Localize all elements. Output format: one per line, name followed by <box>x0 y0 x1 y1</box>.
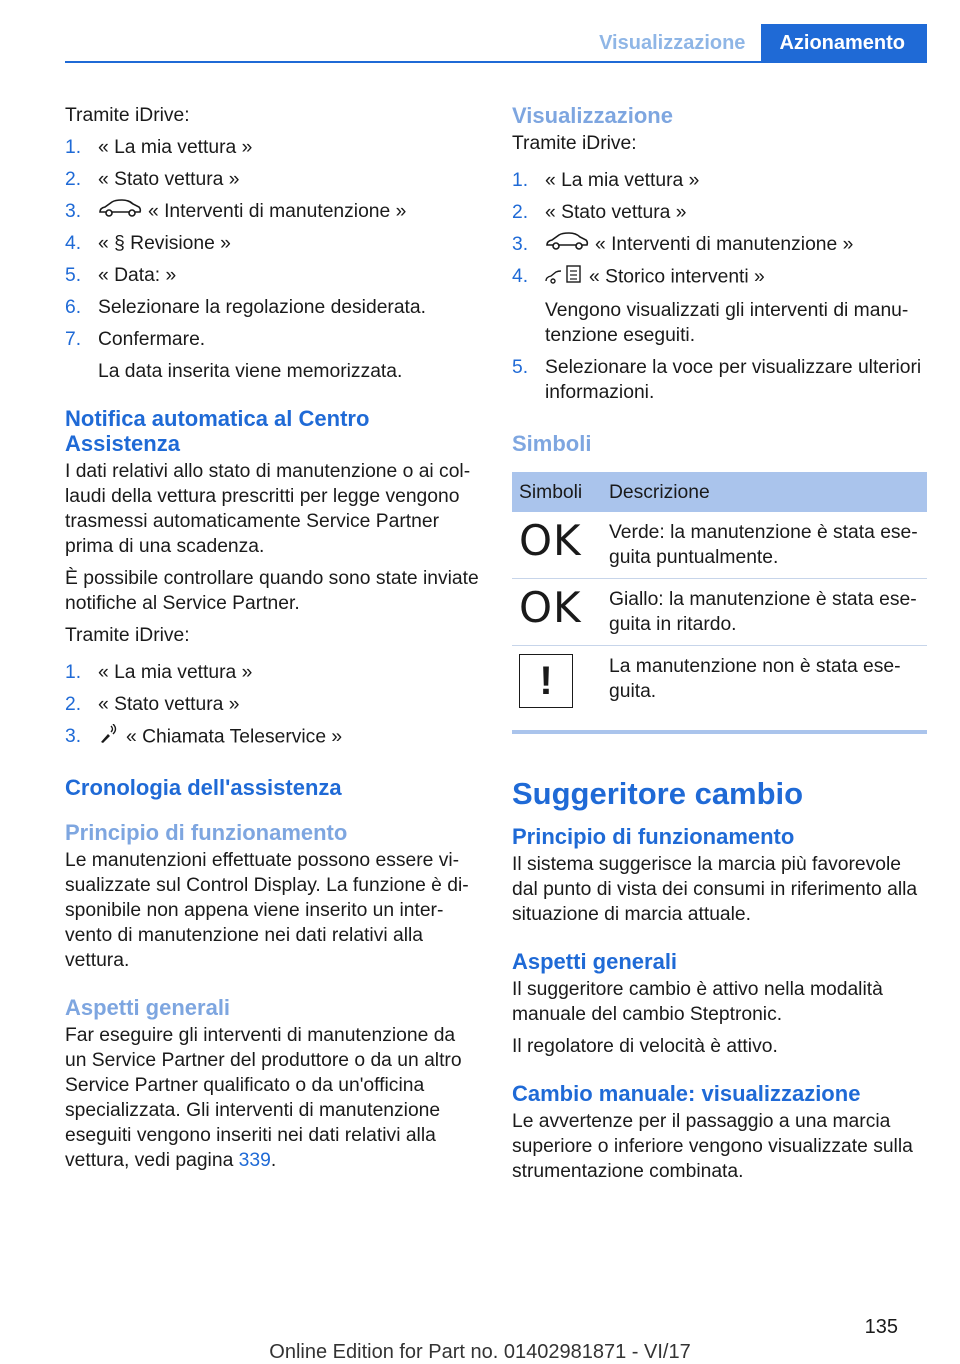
list-item: 7. Confermare. La data inserita viene memorizzata. <box>65 327 480 384</box>
page-number: 135 <box>864 1316 898 1338</box>
list-item: 4. « § Revisione » <box>65 233 231 255</box>
paragraph: Le avvertenze per il passaggio a una marcia superiore o inferiore vengono visualizzate sulla strumentazione combinata. <box>512 1111 913 1183</box>
step-note: Vengono visualizzati gli interventi di manutenzione eseguiti. <box>545 300 909 347</box>
ok-yellow-icon: OK <box>519 583 582 633</box>
tab-azionamento[interactable]: Azionamento <box>761 24 927 62</box>
column-header-description: Descrizione <box>602 472 927 512</box>
list-item: 2. « Stato vettura » <box>512 202 687 223</box>
list-item: 1. « La mia vettura » <box>65 662 253 684</box>
header-divider <box>65 61 927 63</box>
table-header-row <box>512 472 927 512</box>
subsection-title-principio: Principio di funzionamento <box>65 820 348 846</box>
list-item: 4. « Storico interventi » Vengono visualizzati gli interventi di manutenzione eseguiti. <box>512 264 927 348</box>
table-row <box>512 579 927 646</box>
section-title-simboli: Simboli <box>512 431 592 457</box>
list-item: 5. « Data: » <box>65 265 177 287</box>
tab-visualizzazione[interactable]: Visualizzazione <box>599 32 746 54</box>
list-item: 3. « Interventi di manutenzione » <box>512 232 927 257</box>
list-item: 2. « Stato vettura » <box>65 169 240 190</box>
table-row <box>512 512 927 579</box>
section-title-cronologia: Cronologia dell'assistenza <box>65 775 342 801</box>
section-title-notifica: Notifica automatica al Centro Assistenza <box>65 406 370 457</box>
subsection-title-aspetti: Aspetti generali <box>65 995 231 1021</box>
paragraph: Tramite iDrive: <box>65 625 190 647</box>
section-title-visualizzazione: Visualizzazione <box>512 103 673 128</box>
list-item: 5. Selezionare la voce per visualizzare ulteriori informazioni. <box>512 357 922 404</box>
symbols-table <box>512 472 927 734</box>
step-list-date <box>65 135 480 384</box>
list-item: 1. « La mia vettura » <box>65 137 253 158</box>
teleservice-icon <box>98 724 120 751</box>
car-icon <box>545 232 589 257</box>
right-column <box>512 103 927 1191</box>
subsection-title-cambio-manuale: Cambio manuale: visualizzazione <box>512 1081 861 1107</box>
footer-edition: Online Edition for Part no. 01402981871 - VI/17 <box>269 1341 691 1363</box>
page-link[interactable]: 339 <box>238 1150 271 1172</box>
car-icon <box>98 199 142 224</box>
ok-green-icon: OK <box>519 516 582 566</box>
paragraph: È possibile controllare quando sono state inviate notifiche al Service Partner. <box>65 568 479 615</box>
step-note: La data inserita viene memorizzata. <box>98 361 403 383</box>
list-item: 3. « Interventi di manutenzione » <box>65 199 480 224</box>
header-tabs <box>583 24 927 62</box>
step-list-teleservice <box>65 660 480 751</box>
intro-text: Tramite iDrive: <box>65 105 190 126</box>
table-cell-description: Verde: la manutenzione è stata eseguita puntualmente. <box>602 512 927 579</box>
step-list-visualizzazione <box>512 168 927 405</box>
paragraph: Il sistema suggerisce la marcia più favorevole dal punto di vista dei consumi in riferimento alla situazione di marcia attuale. <box>512 854 918 926</box>
paragraph: Il suggeritore cambio è attivo nella modalità manuale del cambio Steptronic. <box>512 979 883 1026</box>
service-history-icon <box>545 264 583 291</box>
column-header-symbol: Simboli <box>512 472 602 512</box>
table-row <box>512 646 927 733</box>
list-item: 1. « La mia vettura » <box>512 170 700 191</box>
chapter-title-suggeritore: Suggeritore cambio <box>512 776 804 812</box>
list-item: 2. « Stato vettura » <box>65 694 240 716</box>
table-cell-description: La manutenzione non è stata eseguita. <box>602 646 927 733</box>
left-column <box>65 103 480 1180</box>
warning-exclamation-icon: ! <box>519 654 573 708</box>
intro-text: Tramite iDrive: <box>512 133 637 154</box>
paragraph: Far eseguire gli interventi di manutenzione da un Service Partner del produttore o da un altro Service Partner qualificato o da un'officina specializzata. Gli interventi di manutenzione eseguiti vengono inseriti nei dati relativi alla vettura, vedi pagina 339. <box>65 1025 462 1172</box>
list-item: 3. « Chiamata Teleservice » <box>65 724 480 751</box>
paragraph: I dati relativi allo stato di manutenzione o ai collaudi della vettura prescritti per legge vengono trasmessi automaticamente Service Partner prima di una scadenza. <box>65 461 471 558</box>
paragraph: Le manutenzioni effettuate possono essere visualizzate sul Control Display. La funzione è disponibile non appena viene inserito un intervento di manutenzione nei dati relativi alla vettura. <box>65 850 469 972</box>
list-item: 6. Selezionare la regolazione desiderata. <box>65 297 426 319</box>
table-cell-description: Giallo: la manutenzione è stata eseguita in ritardo. <box>602 579 927 646</box>
subsection-title-aspetti: Aspetti generali <box>512 949 678 975</box>
paragraph: Il regolatore di velocità è attivo. <box>512 1036 778 1058</box>
subsection-title-principio: Principio di funzionamento <box>512 824 795 850</box>
